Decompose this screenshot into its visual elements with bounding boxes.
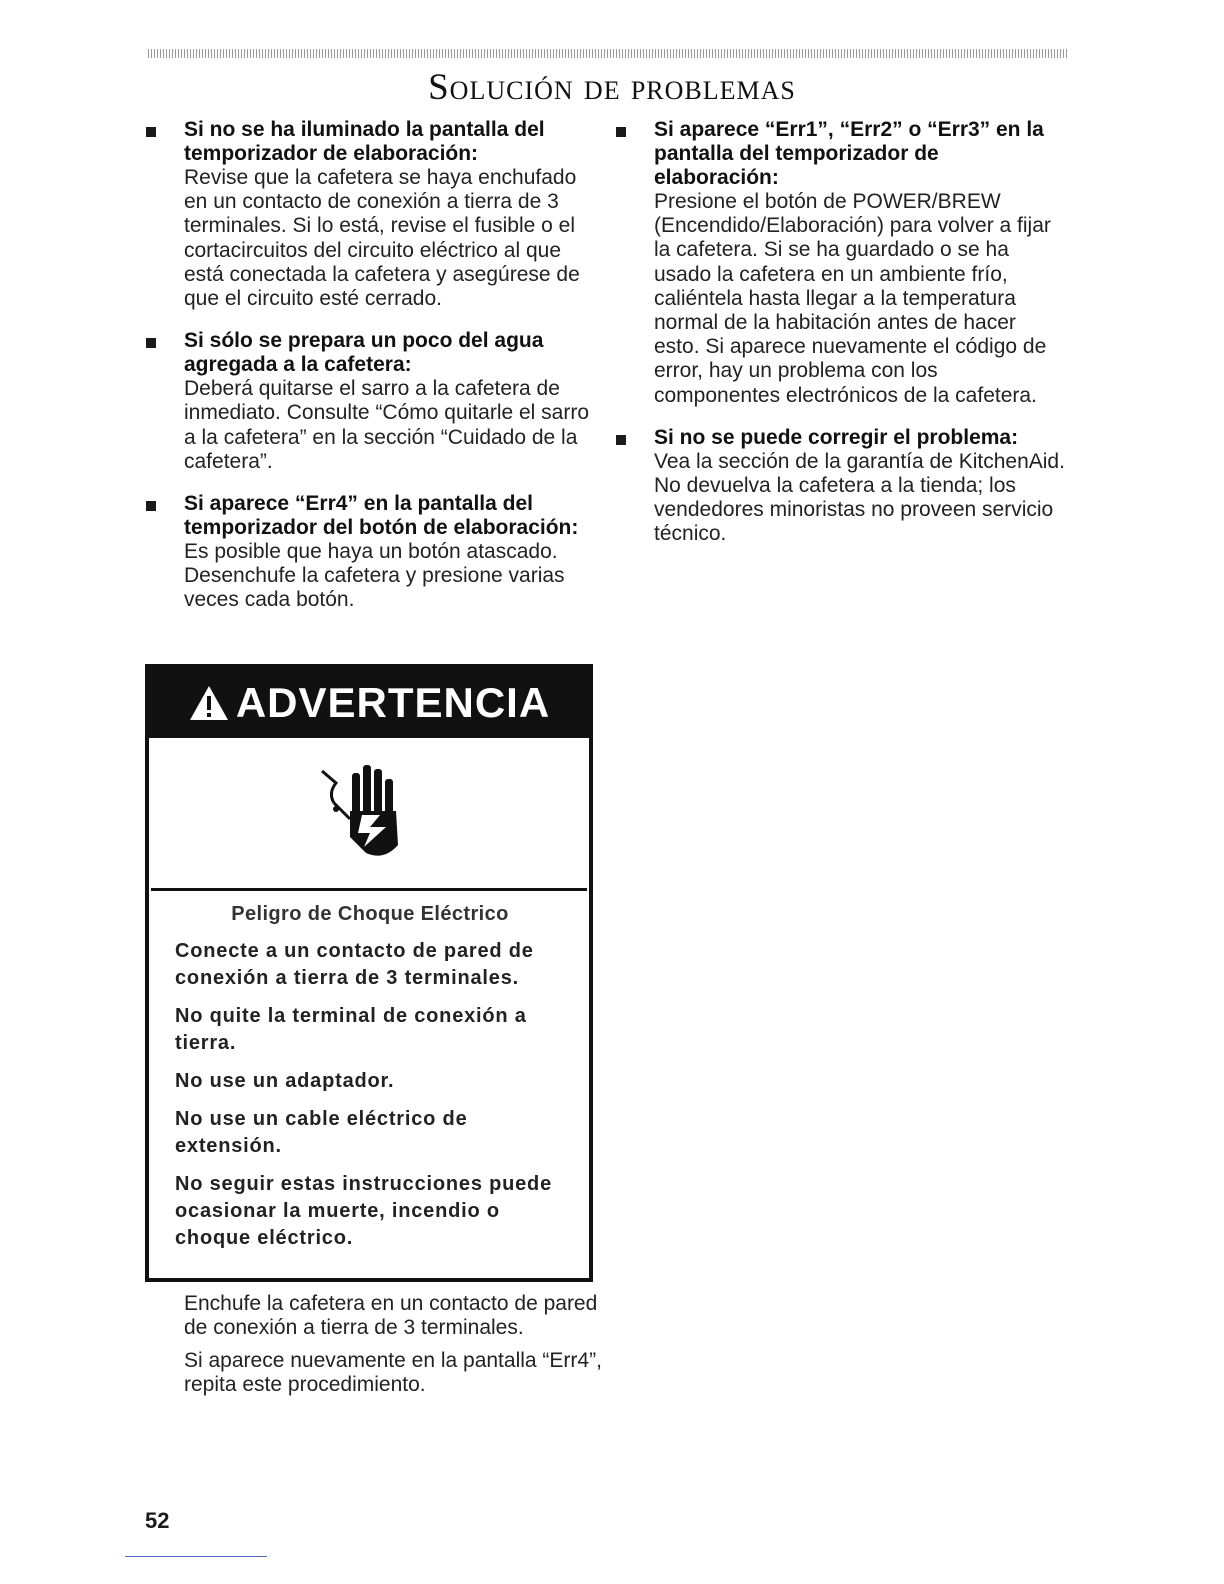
left-column xyxy=(146,118,598,631)
page-number: 52 xyxy=(145,1508,170,1533)
after-warning-text xyxy=(184,1292,604,1406)
instruction-paragraph: Enchufe la cafetera en un contacto de pared de conexión a tierra de 3 terminales. xyxy=(184,1292,598,1339)
item-text: Vea la sección de la garantía de KitchenAid. No devuelva la cafetera a la tienda; los vendedores minoristas no proveen servicio técnico. xyxy=(654,449,1065,546)
list-item xyxy=(146,329,598,474)
warning-line: Conecte a un contacto de pared de conexión a tierra de 3 terminales. xyxy=(175,940,534,989)
item-text: Es posible que haya un botón atascado. Desenchufe la cafetera y presione varias veces cada botón. xyxy=(184,540,565,612)
header-rule xyxy=(148,49,1068,58)
page-title: Solución de problemas xyxy=(428,67,796,108)
bullet-icon xyxy=(616,435,626,445)
warning-triangle-icon xyxy=(188,684,230,722)
bullet-icon xyxy=(616,127,626,137)
bullet-icon xyxy=(146,127,156,137)
list-item xyxy=(616,118,1066,408)
warning-line: No seguir estas instrucciones puede ocasionar la muerte, incendio o choque eléctrico. xyxy=(175,1173,552,1249)
item-text: Revise que la cafetera se haya enchufado en un contacto de conexión a tierra de 3 terminales. Si lo está, revise el fusible o el cortacircuitos del circuito eléctrico al que está conectada la cafetera y asegúrese de que el circuito esté cerrado. xyxy=(184,166,580,311)
list-item xyxy=(146,118,598,311)
warning-line: No quite la terminal de conexión a tierra. xyxy=(175,1005,527,1054)
bullet-icon xyxy=(146,501,156,511)
warning-subtitle: Peligro de Choque Eléctrico xyxy=(231,903,509,925)
warning-box xyxy=(145,664,593,1282)
item-text: Presione el botón de POWER/BREW (Encendido/Elaboración) para volver a fijar la cafetera. Si se ha guardado o se ha usado la cafetera en un ambiente frío, caliéntela hasta llegar a la temperatura normal de la habitación antes de hacer esto. Si aparece nuevamente el código de error, hay un problema con los componentes electrónicos de la cafetera. xyxy=(654,190,1051,407)
item-heading: Si sólo se prepara un poco del agua agregada a la cafetera: xyxy=(184,329,544,377)
warning-line: No use un adaptador. xyxy=(175,1070,395,1092)
list-item xyxy=(146,492,598,613)
item-heading: Si no se ha iluminado la pantalla del temporizador de elaboración: xyxy=(184,118,545,165)
item-text: Deberá quitarse el sarro a la cafetera de inmediato. Consulte “Cómo quitarle el sarro a la cafetera” en la sección “Cuidado de la cafetera”. xyxy=(184,377,590,473)
warning-text xyxy=(149,891,589,1252)
item-heading: Si aparece “Err4” en la pantalla del temporizador del botón de elaboración: xyxy=(184,492,579,540)
right-column xyxy=(616,118,1066,565)
bullet-icon xyxy=(146,338,156,348)
electric-shock-hand-icon xyxy=(314,753,424,873)
warning-title: ADVERTENCIA xyxy=(235,679,551,726)
list-item xyxy=(616,426,1066,547)
shock-hazard-icon-box xyxy=(151,738,587,891)
warning-line: No use un cable eléctrico de extensión. xyxy=(175,1108,468,1157)
instruction-paragraph: Si aparece nuevamente en la pantalla “Err4”, repita este procedimiento. xyxy=(184,1349,602,1396)
item-heading: Si aparece “Err1”, “Err2” o “Err3” en la pantalla del temporizador de elaboración: xyxy=(654,118,1044,189)
item-heading: Si no se puede corregir el problema: xyxy=(654,425,1019,449)
warning-header xyxy=(149,668,589,738)
footer-link-line xyxy=(125,1556,267,1557)
